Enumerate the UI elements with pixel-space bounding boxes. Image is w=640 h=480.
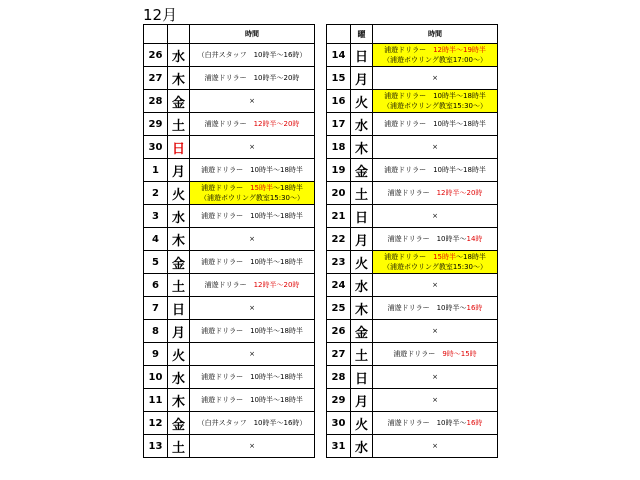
weekday: 木 <box>168 67 190 90</box>
time-red-text: 12時半～20時 <box>253 120 300 128</box>
time-red-text: 16時 <box>466 419 483 427</box>
time-text: 浦遊ドリラー <box>204 281 254 289</box>
time-text: × <box>432 442 438 450</box>
time-cell <box>190 274 315 297</box>
table-row <box>327 67 498 90</box>
page-title: 12月 <box>143 6 178 24</box>
time-cell <box>190 320 315 343</box>
weekday: 月 <box>168 159 190 182</box>
weekday: 木 <box>351 136 373 159</box>
time-cell <box>190 343 315 366</box>
time-red-text: 15時半 <box>433 253 456 261</box>
table-row <box>144 297 315 320</box>
time-red-text: 14時 <box>466 235 483 243</box>
time-line <box>198 419 307 427</box>
time-text: × <box>249 442 255 450</box>
weekday: 水 <box>351 113 373 136</box>
time-cell <box>373 205 498 228</box>
weekday: 月 <box>351 228 373 251</box>
time-cell <box>373 182 498 205</box>
day-number: 26 <box>144 44 168 67</box>
time-line <box>249 97 255 105</box>
weekday: 水 <box>168 205 190 228</box>
time-text: × <box>432 396 438 404</box>
time-text: 浦遊ドリラー 10時半～20時 <box>204 74 300 82</box>
table-row <box>144 366 315 389</box>
time-line <box>384 92 486 100</box>
time-line <box>201 166 303 174</box>
table-row <box>327 251 498 274</box>
day-number: 22 <box>327 228 351 251</box>
weekday: 火 <box>351 90 373 113</box>
table-row <box>144 67 315 90</box>
weekday: 土 <box>168 435 190 458</box>
day-number: 12 <box>144 412 168 435</box>
time-line <box>249 350 255 358</box>
table-row <box>144 44 315 67</box>
weekday: 土 <box>168 274 190 297</box>
time-line <box>384 120 486 128</box>
time-cell <box>373 297 498 320</box>
day-number: 19 <box>327 159 351 182</box>
time-cell <box>190 44 315 67</box>
time-cell <box>190 136 315 159</box>
time-cell <box>373 251 498 274</box>
time-line <box>249 442 255 450</box>
time-cell <box>190 113 315 136</box>
time-line <box>432 143 438 151</box>
day-number: 4 <box>144 228 168 251</box>
time-cell <box>373 136 498 159</box>
time-after-text: ～18時半 <box>456 253 486 261</box>
time-cell <box>190 366 315 389</box>
day-number: 7 <box>144 297 168 320</box>
time-line <box>432 373 438 381</box>
time-line <box>249 143 255 151</box>
time-text: 浦遊ドリラー <box>204 120 254 128</box>
time-text: 浦遊ドリラー 10時半～18時半 <box>201 258 303 266</box>
time-cell <box>373 113 498 136</box>
weekday: 水 <box>351 435 373 458</box>
weekday: 日 <box>168 297 190 320</box>
weekday: 木 <box>168 228 190 251</box>
table-row <box>327 90 498 113</box>
time-cell <box>190 435 315 458</box>
weekday: 金 <box>351 320 373 343</box>
time-text: 浦遊ドリラー <box>384 253 434 261</box>
time-line <box>201 396 303 404</box>
time-line <box>201 258 303 266</box>
time-line <box>432 327 438 335</box>
class-note: （浦遊ボウリング教室15:30～） <box>382 263 488 271</box>
time-text: 浦遊ドリラー 10時半～18時半 <box>384 166 486 174</box>
schedule-table-right <box>326 24 498 458</box>
header-weekday <box>168 25 190 44</box>
time-red-text: 12時半～20時 <box>253 281 300 289</box>
day-number: 5 <box>144 251 168 274</box>
weekday: 月 <box>351 389 373 412</box>
header-time: 時間 <box>373 25 498 44</box>
weekday: 土 <box>351 343 373 366</box>
time-text: × <box>432 327 438 335</box>
time-text: （白井スタッフ 10時半～16時） <box>197 51 307 59</box>
time-cell <box>190 159 315 182</box>
time-line <box>388 419 483 427</box>
time-line <box>384 253 486 261</box>
table-row <box>327 274 498 297</box>
class-note: （浦遊ボウリング教室17:00～） <box>382 56 488 64</box>
table-row <box>327 228 498 251</box>
day-number: 30 <box>327 412 351 435</box>
day-number: 6 <box>144 274 168 297</box>
header-weekday: 曜 <box>351 25 373 44</box>
time-line <box>388 189 483 197</box>
table-row <box>327 389 498 412</box>
day-number: 30 <box>144 136 168 159</box>
day-number: 16 <box>327 90 351 113</box>
table-row <box>144 274 315 297</box>
day-number: 14 <box>327 44 351 67</box>
time-text: × <box>432 143 438 151</box>
weekday: 日 <box>168 136 190 159</box>
day-number: 1 <box>144 159 168 182</box>
time-text: 浦遊ドリラー 10時半～18時半 <box>384 120 486 128</box>
time-line <box>388 304 483 312</box>
weekday: 月 <box>168 320 190 343</box>
weekday: 日 <box>351 44 373 67</box>
time-red-text: 16時 <box>466 304 483 312</box>
table-row <box>144 251 315 274</box>
day-number: 28 <box>144 90 168 113</box>
time-line <box>393 350 476 358</box>
time-cell <box>373 389 498 412</box>
header-day <box>144 25 168 44</box>
table-row <box>327 366 498 389</box>
table-row <box>327 182 498 205</box>
time-line <box>201 212 303 220</box>
day-number: 3 <box>144 205 168 228</box>
time-line <box>205 120 300 128</box>
weekday: 水 <box>351 274 373 297</box>
time-line <box>205 74 300 82</box>
time-cell <box>373 435 498 458</box>
day-number: 26 <box>327 320 351 343</box>
weekday: 水 <box>168 366 190 389</box>
time-line <box>201 327 303 335</box>
time-text: 浦遊ドリラー 10時半～18時半 <box>201 212 303 220</box>
time-cell <box>190 412 315 435</box>
time-text: × <box>249 143 255 151</box>
weekday: 金 <box>351 159 373 182</box>
time-red-text: 15時半 <box>250 184 273 192</box>
time-red-text: 12時半～20時 <box>436 189 483 197</box>
weekday: 金 <box>168 251 190 274</box>
time-line <box>432 396 438 404</box>
time-text: × <box>432 373 438 381</box>
time-cell <box>373 44 498 67</box>
table-header-row <box>144 25 315 44</box>
time-cell <box>190 90 315 113</box>
weekday: 日 <box>351 366 373 389</box>
weekday: 木 <box>351 297 373 320</box>
table-row <box>144 389 315 412</box>
time-cell <box>373 274 498 297</box>
table-row <box>327 159 498 182</box>
schedule-table-left <box>143 24 315 458</box>
day-number: 27 <box>144 67 168 90</box>
time-text: × <box>432 212 438 220</box>
day-number: 29 <box>144 113 168 136</box>
time-text: 浦遊ドリラー 10時半～18時半 <box>201 327 303 335</box>
table-row <box>327 343 498 366</box>
day-number: 29 <box>327 389 351 412</box>
time-text: × <box>432 281 438 289</box>
time-line <box>205 281 300 289</box>
day-number: 25 <box>327 297 351 320</box>
time-line <box>432 442 438 450</box>
day-number: 10 <box>144 366 168 389</box>
table-row <box>327 412 498 435</box>
day-number: 13 <box>144 435 168 458</box>
weekday: 火 <box>351 251 373 274</box>
time-cell <box>373 159 498 182</box>
time-text: 浦遊ドリラー 10時半～18時半 <box>201 166 303 174</box>
table-row <box>327 435 498 458</box>
time-text: 浦遊ドリラー 10時半～ <box>387 235 467 243</box>
table-row <box>144 182 315 205</box>
header-time: 時間 <box>190 25 315 44</box>
time-cell <box>373 67 498 90</box>
weekday: 月 <box>351 67 373 90</box>
table-row <box>327 297 498 320</box>
time-red-text: 9時～15時 <box>442 350 477 358</box>
day-number: 9 <box>144 343 168 366</box>
time-red-text: 12時半～19時半 <box>433 46 486 54</box>
time-cell <box>190 297 315 320</box>
table-row <box>144 320 315 343</box>
day-number: 24 <box>327 274 351 297</box>
day-number: 18 <box>327 136 351 159</box>
time-text: 浦遊ドリラー 10時半～ <box>387 304 467 312</box>
table-row <box>327 44 498 67</box>
weekday: 木 <box>168 389 190 412</box>
day-number: 27 <box>327 343 351 366</box>
weekday: 土 <box>168 113 190 136</box>
table-header-row <box>327 25 498 44</box>
time-cell <box>190 205 315 228</box>
table-row <box>144 113 315 136</box>
time-cell <box>190 228 315 251</box>
time-text: × <box>432 74 438 82</box>
time-text: × <box>249 350 255 358</box>
table-row <box>327 320 498 343</box>
table-row <box>144 159 315 182</box>
time-line <box>432 74 438 82</box>
day-number: 11 <box>144 389 168 412</box>
time-line <box>249 235 255 243</box>
time-after-text: ～18時半 <box>273 184 303 192</box>
day-number: 23 <box>327 251 351 274</box>
time-cell <box>190 251 315 274</box>
time-line <box>384 46 486 54</box>
time-cell <box>373 228 498 251</box>
table-row <box>327 136 498 159</box>
day-number: 31 <box>327 435 351 458</box>
weekday: 火 <box>351 412 373 435</box>
time-text: （白井スタッフ 10時半～16時） <box>197 419 307 427</box>
time-cell <box>373 366 498 389</box>
table-row <box>144 435 315 458</box>
time-line <box>249 304 255 312</box>
weekday: 火 <box>168 182 190 205</box>
weekday: 日 <box>351 205 373 228</box>
day-number: 8 <box>144 320 168 343</box>
time-line <box>201 373 303 381</box>
weekday: 金 <box>168 412 190 435</box>
time-cell <box>373 412 498 435</box>
day-number: 28 <box>327 366 351 389</box>
time-line <box>384 166 486 174</box>
table-row <box>327 113 498 136</box>
weekday: 火 <box>168 343 190 366</box>
time-line <box>432 212 438 220</box>
day-number: 2 <box>144 182 168 205</box>
time-cell <box>190 67 315 90</box>
time-text: × <box>249 235 255 243</box>
time-line <box>432 281 438 289</box>
weekday: 金 <box>168 90 190 113</box>
header-day <box>327 25 351 44</box>
time-text: 浦遊ドリラー <box>384 46 434 54</box>
time-text: 浦遊ドリラー <box>393 350 443 358</box>
weekday: 土 <box>351 182 373 205</box>
time-cell <box>373 320 498 343</box>
table-row <box>327 205 498 228</box>
time-text: 浦遊ドリラー <box>387 189 437 197</box>
time-cell <box>373 90 498 113</box>
time-text: 浦遊ドリラー 10時半～18時半 <box>384 92 486 100</box>
table-row <box>144 343 315 366</box>
table-row <box>144 412 315 435</box>
table-row <box>144 90 315 113</box>
class-note: （浦遊ボウリング教室15:30～） <box>382 102 488 110</box>
weekday: 水 <box>168 44 190 67</box>
time-cell <box>190 182 315 205</box>
time-text: 浦遊ドリラー 10時半～18時半 <box>201 396 303 404</box>
time-cell <box>190 389 315 412</box>
time-text: 浦遊ドリラー 10時半～ <box>387 419 467 427</box>
time-text: 浦遊ドリラー 10時半～18時半 <box>201 373 303 381</box>
time-text: 浦遊ドリラー <box>201 184 251 192</box>
time-line <box>201 184 303 192</box>
day-number: 15 <box>327 67 351 90</box>
table-row <box>144 136 315 159</box>
time-text: × <box>249 304 255 312</box>
table-row <box>144 205 315 228</box>
day-number: 17 <box>327 113 351 136</box>
time-cell <box>373 343 498 366</box>
table-row <box>144 228 315 251</box>
time-text: × <box>249 97 255 105</box>
day-number: 21 <box>327 205 351 228</box>
class-note: （浦遊ボウリング教室15:30～） <box>199 194 305 202</box>
time-line <box>198 51 307 59</box>
time-line <box>388 235 483 243</box>
day-number: 20 <box>327 182 351 205</box>
